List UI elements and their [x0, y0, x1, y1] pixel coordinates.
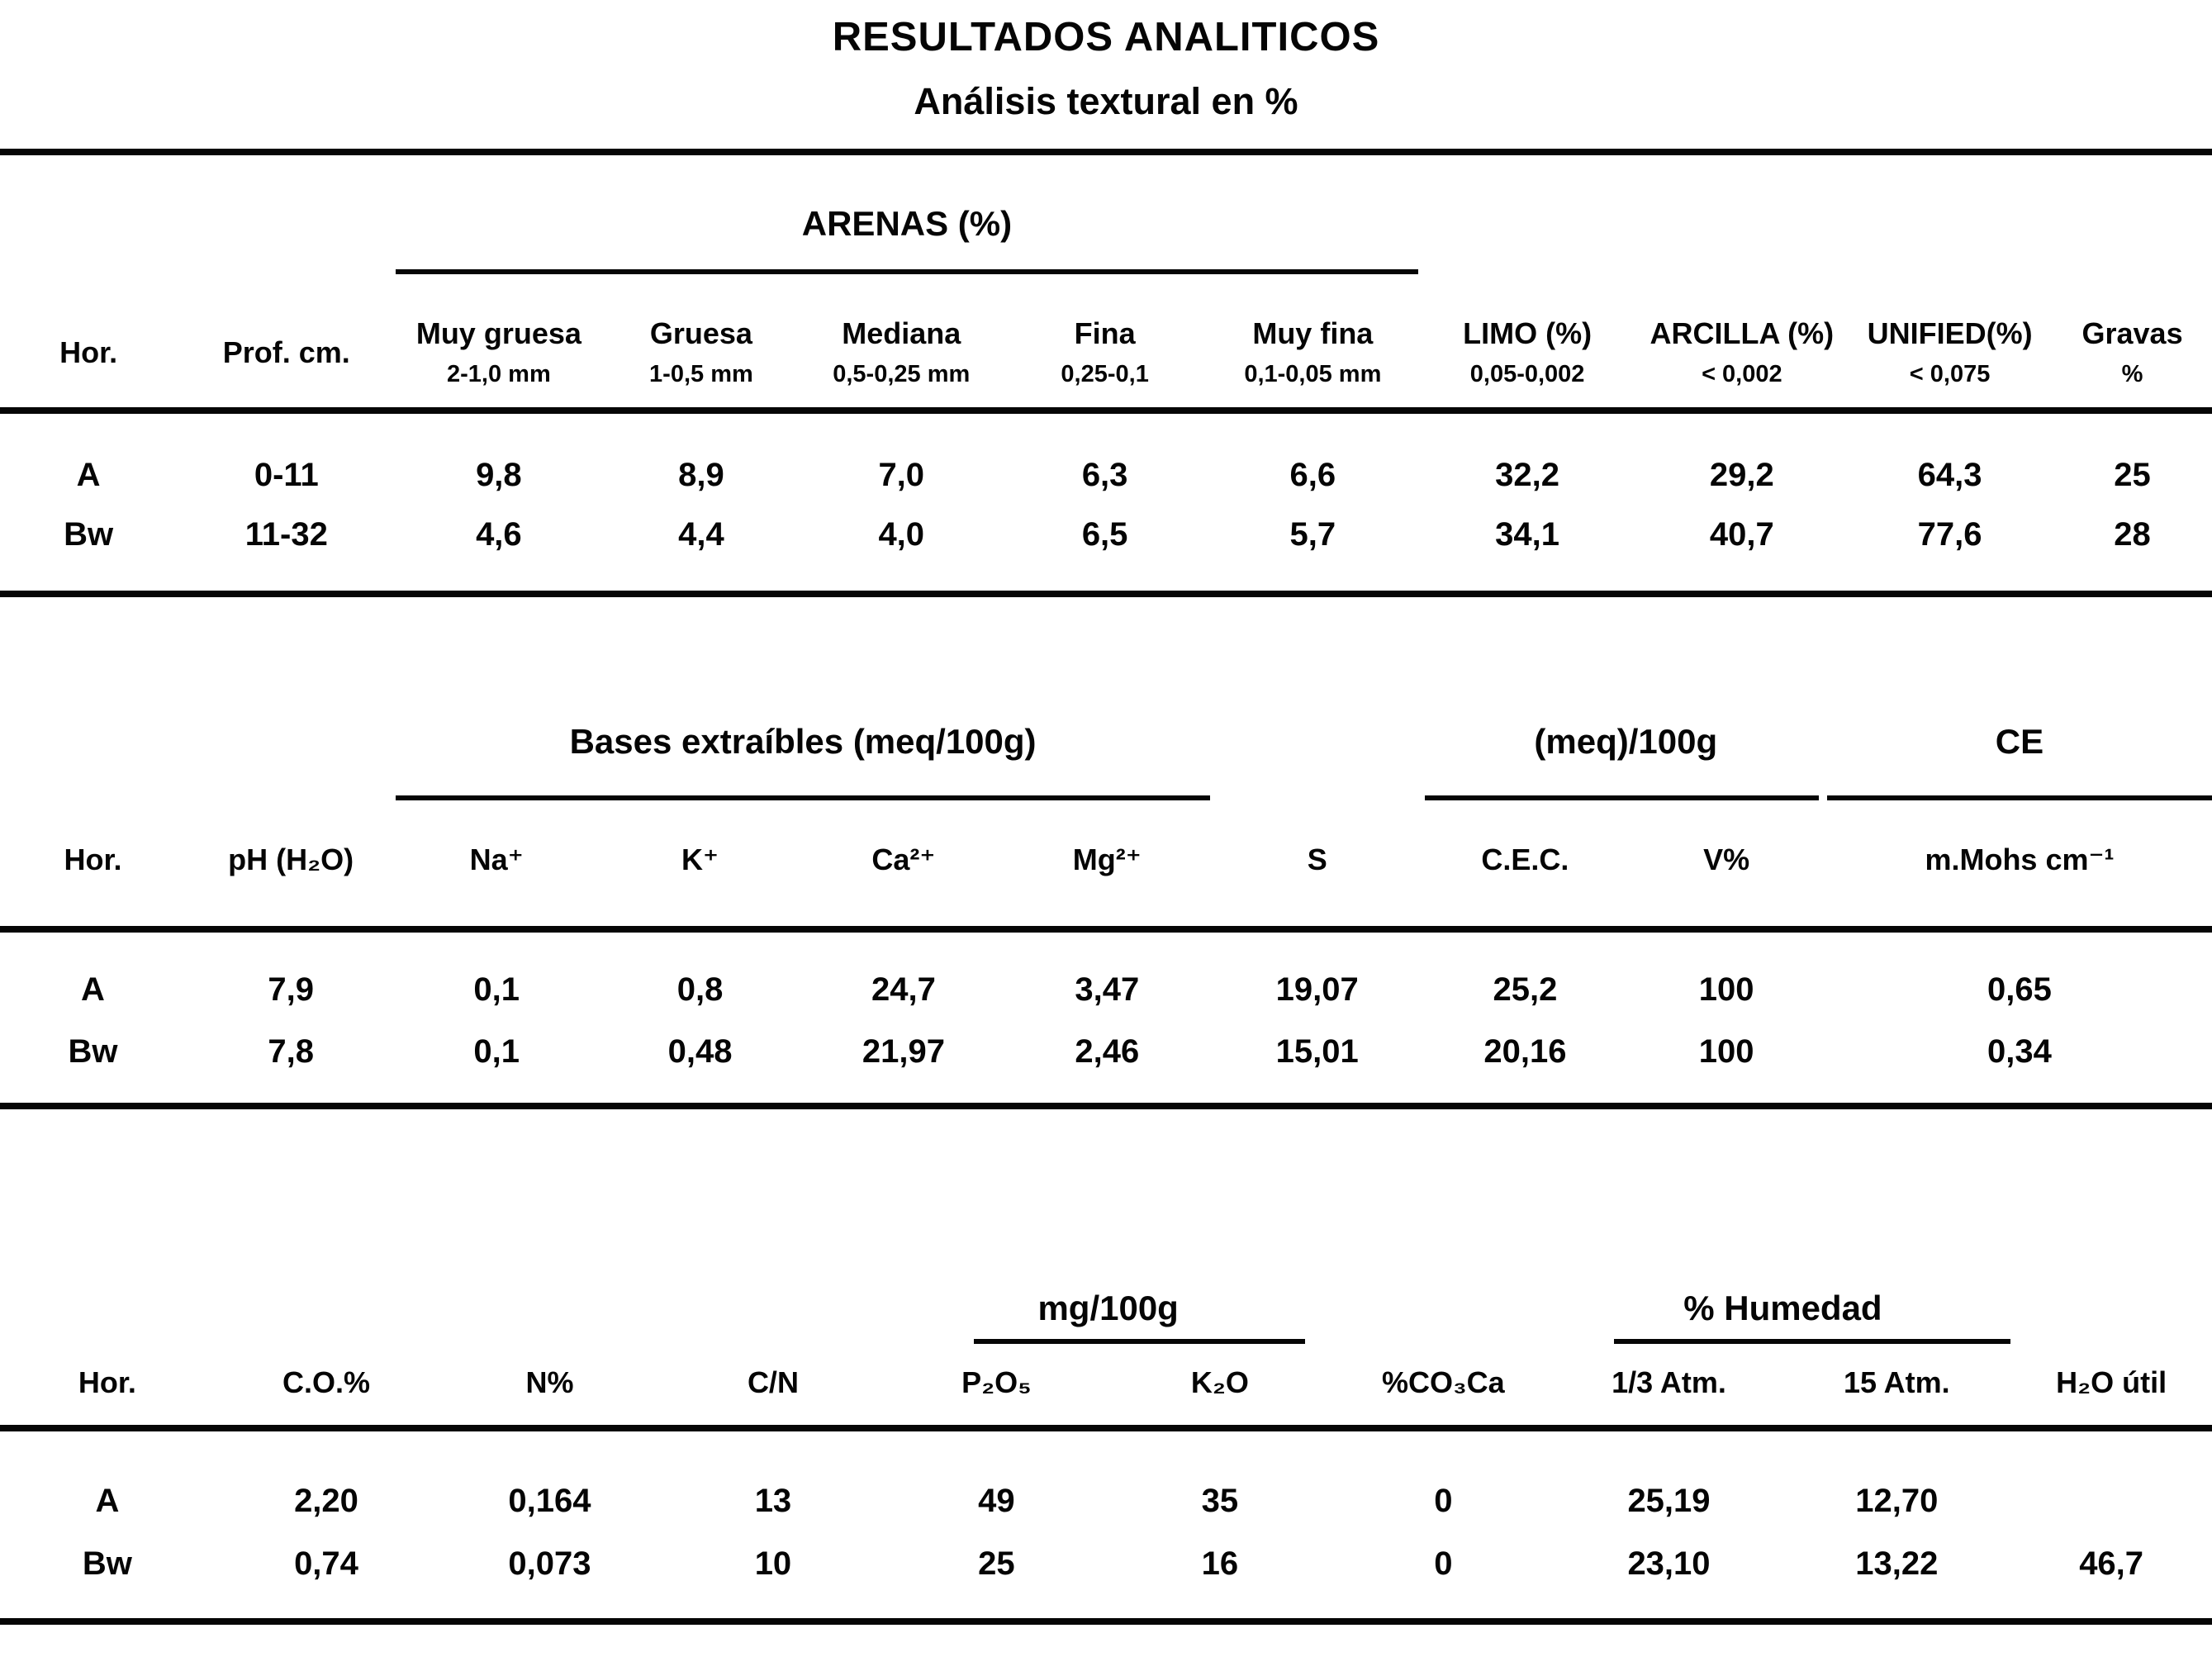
- data-cell: 29,2: [1709, 456, 1774, 493]
- data-cell: Bw: [82, 1545, 132, 1582]
- data-cell: 9,8: [476, 456, 522, 493]
- data-cell: 7,9: [268, 971, 314, 1008]
- table-row-A: [0, 1428, 2212, 1532]
- humedad-group-header: [1555, 1109, 2011, 1344]
- group-spacer: [2010, 1109, 2212, 1344]
- ce-group-header: [1827, 597, 2212, 800]
- nutrients-table: [0, 1109, 2212, 1595]
- group-spacer: [0, 155, 396, 274]
- page-title: RESULTADOS ANALITICOS: [832, 15, 1380, 59]
- header-cell-s: S: [1210, 800, 1425, 929]
- data-cell: A: [95, 1482, 120, 1519]
- data-cell: A: [81, 971, 105, 1008]
- table-row-Bw: [0, 505, 2212, 564]
- header-cell-hor: Hor.: [0, 274, 177, 411]
- data-cell: 2,46: [1075, 1033, 1140, 1070]
- data-cell: 8,9: [678, 456, 724, 493]
- data-cell: 32,2: [1495, 456, 1560, 493]
- header-cell-mediana: Mediana 0,5-0,25 mm: [800, 274, 1002, 411]
- header-cell-muy-gruesa: Muy gruesa 2-1,0 mm: [396, 274, 601, 411]
- header-cell-ca: Ca²⁺: [803, 800, 1004, 929]
- texture-table: [0, 155, 2212, 564]
- data-cell: 13: [754, 1482, 792, 1519]
- data-cell: Bw: [68, 1033, 118, 1070]
- data-cell: 0,073: [508, 1545, 591, 1582]
- data-cell: 6,6: [1289, 456, 1336, 493]
- header-cell-k: K⁺: [597, 800, 803, 929]
- table-row-A: [0, 411, 2212, 505]
- data-cell: 46,7: [2079, 1545, 2144, 1582]
- header-cell-v: V%: [1626, 800, 1827, 929]
- header-cell-k2o: K₂O: [1108, 1344, 1331, 1428]
- data-cell: 0,48: [667, 1033, 733, 1070]
- header-cell-na: Na⁺: [396, 800, 597, 929]
- data-cell: 35: [1201, 1482, 1239, 1519]
- header-cell-limo: LIMO (%) 0,05-0,002: [1418, 274, 1637, 411]
- data-cell: 64,3: [1917, 456, 1982, 493]
- meq-group-label: (meq)/100g: [1534, 722, 1718, 761]
- bases-group-row: [0, 597, 2212, 800]
- data-cell: 25: [2114, 456, 2151, 493]
- header-cell-mg: Mg²⁺: [1004, 800, 1210, 929]
- header-cell-ph: pH (H₂O): [186, 800, 396, 929]
- data-cell: 25,2: [1493, 971, 1558, 1008]
- data-cell: 0,65: [1987, 971, 2052, 1008]
- group-spacer: [0, 1109, 885, 1344]
- data-cell: 77,6: [1917, 515, 1982, 553]
- table-row-A: [0, 929, 2212, 1021]
- header-cell-p2o5: P₂O₅: [885, 1344, 1108, 1428]
- data-cell: 4,0: [878, 515, 925, 553]
- header-cell-gruesa: Gruesa 1-0,5 mm: [601, 274, 800, 411]
- data-cell: 25: [978, 1545, 1015, 1582]
- header-cell-mmohs: m.Mohs cm⁻¹: [1827, 800, 2212, 929]
- data-cell: 4,4: [678, 515, 724, 553]
- header-cell-cn: C/N: [662, 1344, 885, 1428]
- arenas-group-label: ARENAS (%): [801, 204, 1013, 243]
- data-cell: 0,74: [294, 1545, 358, 1582]
- bases-header-row: [0, 800, 2212, 929]
- texture-header-row: [0, 274, 2212, 411]
- data-cell: 24,7: [871, 971, 936, 1008]
- header-cell-muy-fina: Muy fina 0,1-0,05 mm: [1208, 274, 1417, 411]
- header-cell-hor: Hor.: [0, 800, 186, 929]
- header-cell-fina: Fina 0,25-0,1: [1002, 274, 1208, 411]
- arenas-group-header: [396, 155, 1417, 274]
- data-cell: 19,07: [1275, 971, 1359, 1008]
- data-cell: 40,7: [1709, 515, 1774, 553]
- data-cell: 34,1: [1495, 515, 1560, 553]
- header-cell-co3ca: %CO₃Ca: [1331, 1344, 1555, 1428]
- table-row-Bw: [0, 1532, 2212, 1595]
- data-cell: 7,8: [268, 1033, 314, 1070]
- group-spacer: [1210, 597, 1425, 800]
- data-cell: 16: [1201, 1545, 1239, 1582]
- header-cell-prof: Prof. cm.: [177, 274, 396, 411]
- header-cell-hor: Hor.: [0, 1344, 215, 1428]
- title-block: [0, 0, 2212, 124]
- divider-under-nutrients-table: [0, 1618, 2212, 1625]
- data-cell: 100: [1698, 1033, 1754, 1070]
- data-cell: 0,8: [676, 971, 724, 1008]
- data-cell: 10: [754, 1545, 792, 1582]
- data-cell: 28: [2114, 515, 2151, 553]
- bases-group-header: [396, 597, 1209, 800]
- data-cell: 23,10: [1627, 1545, 1711, 1582]
- group-spacer: [1418, 155, 2212, 274]
- data-cell: Bw: [64, 515, 114, 553]
- data-cell: 15,01: [1275, 1033, 1359, 1070]
- data-cell: 0,1: [473, 971, 520, 1008]
- data-cell: 13,22: [1855, 1545, 1939, 1582]
- header-cell-15-atm: 15 Atm.: [1782, 1344, 2010, 1428]
- data-cell: 0,164: [508, 1482, 591, 1519]
- header-cell-arcilla: ARCILLA (%) < 0,002: [1637, 274, 1847, 411]
- data-cell: 5,7: [1289, 515, 1336, 553]
- data-cell: 3,47: [1075, 971, 1140, 1008]
- data-cell: [2010, 1428, 2212, 1532]
- data-cell: 21,97: [862, 1033, 945, 1070]
- header-cell-h2o-util: H₂O útil: [2010, 1344, 2212, 1428]
- data-cell: 2,20: [294, 1482, 358, 1519]
- data-cell: 100: [1698, 971, 1754, 1008]
- data-cell: 20,16: [1483, 1033, 1567, 1070]
- ce-group-label: CE: [1995, 722, 2044, 761]
- data-cell: 0: [1434, 1545, 1453, 1582]
- data-cell: 7,0: [878, 456, 925, 493]
- data-cell: 0-11: [254, 456, 319, 493]
- data-cell: 0,1: [473, 1033, 520, 1070]
- data-cell: 6,5: [1081, 515, 1128, 553]
- nutrients-group-row: [0, 1109, 2212, 1344]
- data-cell: 25,19: [1627, 1482, 1711, 1519]
- table-row-Bw: [0, 1021, 2212, 1083]
- divider-under-texture-table: [0, 591, 2212, 597]
- meq-group-header: [1425, 597, 1827, 800]
- header-cell-n: N%: [438, 1344, 661, 1428]
- nutrients-header-row: [0, 1344, 2212, 1428]
- header-cell-cec: C.E.C.: [1425, 800, 1626, 929]
- header-cell-onethird-atm: 1/3 Atm.: [1555, 1344, 1783, 1428]
- data-cell: 0,34: [1987, 1033, 2052, 1070]
- header-cell-co: C.O.%: [215, 1344, 438, 1428]
- texture-group-row: [0, 155, 2212, 274]
- data-cell: 0: [1434, 1482, 1453, 1519]
- mg100g-group-label: mg/100g: [1037, 1289, 1179, 1327]
- data-cell: 6,3: [1081, 456, 1128, 493]
- data-cell: 12,70: [1855, 1482, 1939, 1519]
- data-cell: A: [76, 456, 101, 493]
- data-cell: 11-32: [244, 515, 328, 553]
- data-cell: 4,6: [476, 515, 522, 553]
- page-subtitle: Análisis textural en %: [914, 80, 1298, 122]
- humedad-group-label: % Humedad: [1683, 1289, 1882, 1327]
- divider-under-title: [0, 149, 2212, 155]
- group-spacer: [0, 597, 396, 800]
- group-spacer: [1331, 1109, 1555, 1344]
- bases-group-label: Bases extraíbles (meq/100g): [569, 722, 1037, 761]
- bases-table: [0, 597, 2212, 1083]
- header-cell-unified: UNIFIED(%) < 0,075: [1847, 274, 2053, 411]
- mg100g-group-header: [885, 1109, 1331, 1344]
- divider-under-bases-table: [0, 1103, 2212, 1109]
- data-cell: 49: [978, 1482, 1015, 1519]
- header-cell-gravas: Gravas %: [2053, 274, 2212, 411]
